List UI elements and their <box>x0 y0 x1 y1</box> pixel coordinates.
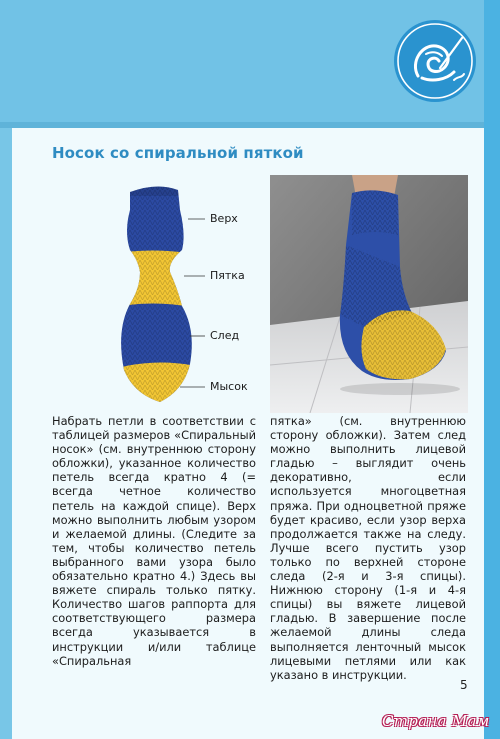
body-text-right-column: пятка» (см. внутреннюю сторону обложки). Затем след можно выполнить лицевой гладью – выглядит очень декоративно, если используется многоцветная пряжа. При одноцветной пряже будет красиво, если узор верха продолжается также на следу. Лучше всего пустить узор только по верхней стороне следа (2-я и 3-я спицы). Нижнюю сторону (1-я и 4-я спицы) вы вяжете лицевой гладью. В завершение после желаемой длины следа выполняется ленточный мысок лицевыми петлями или как указано в инструкции. <box>270 414 466 682</box>
flat-sock-diagram <box>110 180 205 412</box>
page-number: 5 <box>460 678 468 692</box>
yarn-needle-logo-icon <box>392 18 478 104</box>
left-margin-strip <box>0 128 12 739</box>
label-heel: Пятка <box>210 269 245 282</box>
worn-sock-photo <box>270 175 468 413</box>
site-watermark: Страна Мам <box>382 712 490 730</box>
body-text-left-column: Набрать петли в соответствии с таблицей размеров «Спиральный носок» (см. внутреннюю сторону обложки), указанное количество петель всегда кратно 4 (= всегда четное количество петель на каждой спице). Верх можно выполнить любым узором и желаемой длины. (Следите за тем, чтобы количество петель выбранного вами узора было обязательно кратно 4.) Здесь вы вяжете спираль только пятку. Количество шагов раппорта для соответствующего размера всегда указывается в инструкции и/или таблице «Спиральная <box>52 414 256 668</box>
right-margin-strip <box>484 0 500 739</box>
label-top: Верх <box>210 212 238 225</box>
label-toe: Мысок <box>210 380 248 393</box>
page-title: Носок со спиральной пяткой <box>52 144 304 162</box>
label-foot: След <box>210 329 240 342</box>
